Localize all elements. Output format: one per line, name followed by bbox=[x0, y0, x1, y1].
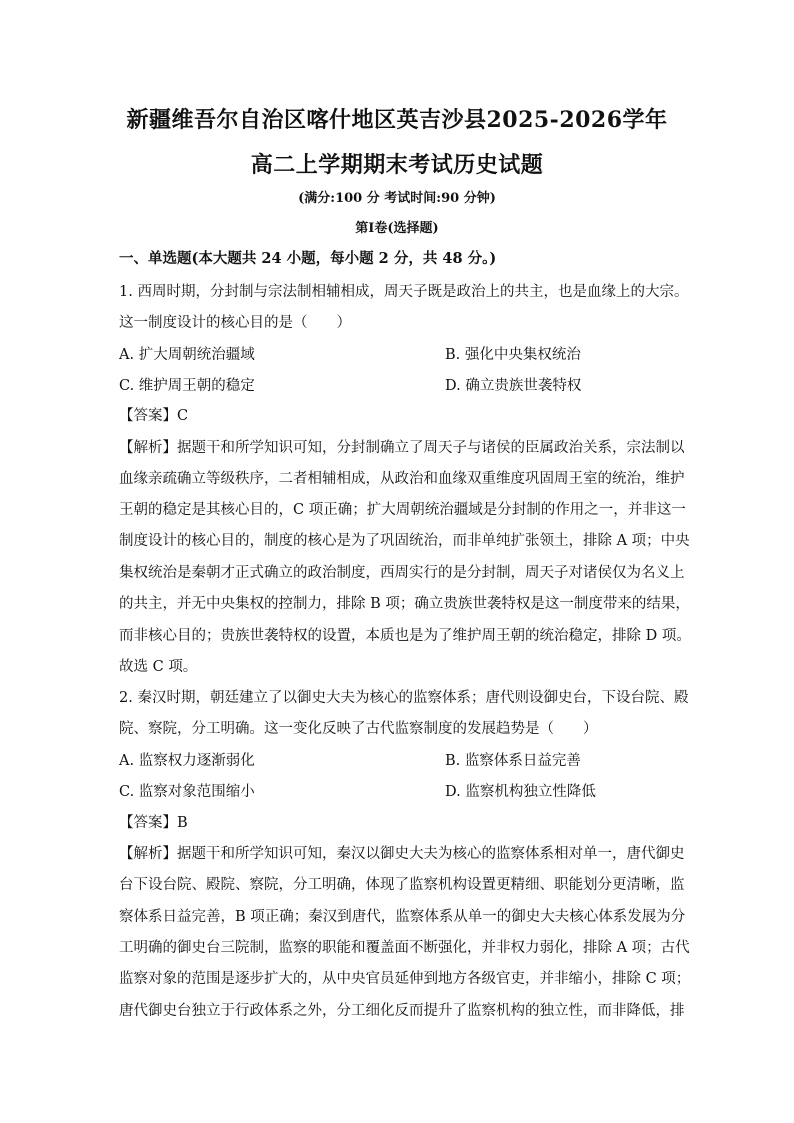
question-stem-line: 院、察院，分工明确。这一变化反映了古代监察制度的发展趋势是（ ） bbox=[119, 721, 598, 737]
analysis-line: 【解析】据题干和所学知识可知，分封制确立了周天子与诸侯的臣属政治关系，宗法制以 bbox=[119, 440, 685, 456]
analysis-line: 集权统治是秦朝才正式确立的政治制度，西周实行的是分封制，周天子对诸侯仅为名义上 bbox=[119, 565, 685, 581]
option-a: A. 扩大周朝统治疆域 bbox=[119, 347, 255, 363]
option-b: B. 监察体系日益完善 bbox=[445, 753, 581, 769]
question-stem-line: 1. 西周时期，分封制与宗法制相辅相成，周天子既是政治上的共主，也是血缘上的大宗。 bbox=[119, 284, 689, 300]
analysis-line: 察体系日益完善，B 项正确；秦汉到唐代，监察体系从单一的御史大夫核心体系发展为分 bbox=[119, 909, 686, 925]
option-b: B. 强化中央集权统治 bbox=[445, 347, 581, 363]
option-a: A. 监察权力逐渐弱化 bbox=[119, 753, 255, 769]
analysis-line: 制度设计的核心目的，制度的核心是为了巩固统治，而非单纯扩张领土，排除 A 项；中央 bbox=[119, 533, 690, 549]
analysis-line: 血缘亲疏确立等级秩序，二者相辅相成，从政治和血缘双重维度巩固周王室的统治，维护 bbox=[119, 471, 685, 487]
analysis-line: 故选 C 项。 bbox=[119, 659, 198, 675]
analysis-line: 而非核心目的；贵族世袭特权的设置，本质也是为了维护周王朝的统治稳定，排除 D 项。 bbox=[119, 628, 691, 644]
option-c: C. 维护周王朝的稳定 bbox=[119, 378, 255, 394]
answer-line: 【答案】B bbox=[119, 815, 188, 831]
analysis-line: 唐代御史台独立于行政体系之外，分工细化反而提升了监察机构的独立性，而非降低，排 bbox=[119, 1003, 685, 1019]
analysis-line: 工明确的御史台三院制，监察的职能和覆盖面不断强化，并非权力弱化，排除 A 项；古代 bbox=[119, 940, 690, 956]
answer-line: 【答案】C bbox=[119, 408, 189, 424]
question-stem-line: 这一制度设计的核心目的是（ ） bbox=[119, 315, 351, 331]
analysis-line: 王朝的稳定是其核心目的，C 项正确；扩大周朝统治疆域是分封制的作用之一，并非这一 bbox=[119, 502, 686, 518]
section-heading: 一、单选题(本大题共 24 小题，每小题 2 分，共 48 分。) bbox=[119, 250, 497, 267]
question-stem-line: 2. 秦汉时期，朝廷建立了以御史大夫为核心的监察体系；唐代则设御史台，下设台院、殿 bbox=[119, 690, 689, 706]
option-d: D. 监察机构独立性降低 bbox=[445, 784, 596, 800]
analysis-line: 监察对象的范围是逐步扩大的，从中央官员延伸到地方各级官吏，并非缩小，排除 C 项； bbox=[119, 971, 691, 987]
analysis-line: 【解析】据题干和所学知识可知，秦汉以御史大夫为核心的监察体系相对单一，唐代御史 bbox=[119, 846, 685, 862]
exam-meta: (满分:100 分 考试时间:90 分钟) bbox=[298, 191, 496, 206]
exam-title-line1: 新疆维吾尔自治区喀什地区英吉沙县2025-2026学年 bbox=[126, 107, 668, 133]
option-d: D. 确立贵族世袭特权 bbox=[445, 378, 582, 394]
volume-heading: 第Ⅰ卷(选择题) bbox=[355, 221, 439, 236]
analysis-line: 台下设台院、殿院、察院，分工明确，体现了监察机构设置更精细、职能划分更清晰，监 bbox=[119, 877, 685, 893]
exam-title-line2: 高二上学期期末考试历史试题 bbox=[250, 152, 544, 178]
analysis-line: 的共主，并无中央集权的控制力，排除 B 项；确立贵族世袭特权是这一制度带来的结果， bbox=[119, 596, 690, 612]
option-c: C. 监察对象范围缩小 bbox=[119, 784, 255, 800]
